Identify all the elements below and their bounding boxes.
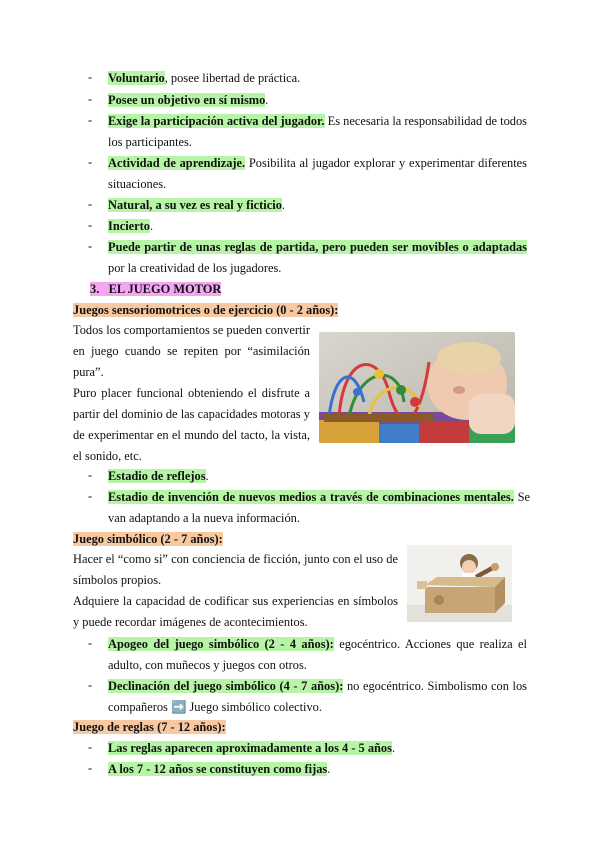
bullet-dash: - xyxy=(88,92,93,106)
list-item xyxy=(108,111,527,153)
list-item xyxy=(108,738,527,759)
list-item-text: por la creatividad de los jugadores. xyxy=(108,261,282,275)
bullet-dash: - xyxy=(88,113,93,127)
list-item-bold: Apogeo del juego simbólico (2 - 4 años): xyxy=(108,637,334,651)
bullet-dash: - xyxy=(88,761,93,775)
bullet-dash: - xyxy=(88,218,93,232)
section-number: 3. xyxy=(90,282,100,296)
paragraph: Puro placer funcional obteniendo el disfrute a partir del dominio de las capacidades motoras y de experimentar en el mundo del tacto, la vista, el sonido, etc. xyxy=(73,386,310,463)
list-item-text: egocéntrico. Acciones que realiza el adulto, con muñecos y juegos con otros. xyxy=(108,637,527,672)
list-item xyxy=(108,90,527,111)
list-item xyxy=(108,466,527,487)
list-item xyxy=(108,68,527,89)
bullet-dash: - xyxy=(88,197,93,211)
bullet-dash: - xyxy=(88,70,93,84)
list-item xyxy=(108,759,527,780)
bullet-dash: - xyxy=(88,468,93,482)
list-item-text: . xyxy=(205,469,209,483)
list-item-text: Posibilita al jugador explorar y experimentar diferentes situaciones. xyxy=(108,156,527,191)
bullet-dash: - xyxy=(88,239,93,253)
list-item-bold: Voluntario xyxy=(108,71,165,85)
list-item-text: no egocéntrico. Simbolismo con los compañeros ➡️ Juego simbólico colectivo. xyxy=(108,679,527,714)
list-item xyxy=(108,634,527,676)
subsection-heading-text: Juegos sensoriomotrices o de ejercicio (0 - 2 años): xyxy=(73,303,339,317)
list-item-bold: A los 7 - 12 años se constituyen como fijas xyxy=(108,762,328,776)
list-item-bold: Natural, a su vez es real y ficticio xyxy=(108,198,282,212)
list-item xyxy=(108,676,527,718)
baby-bead-maze-illustration xyxy=(319,332,515,443)
section-title: EL JUEGO MOTOR xyxy=(108,282,222,296)
child-cardboard-box-photo xyxy=(407,545,512,622)
list-item-bold: Las reglas aparecen aproximadamente a los 4 - 5 años xyxy=(108,741,392,755)
section-heading-text xyxy=(90,282,221,296)
list-item-bold: Posee un objetivo en sí mismo xyxy=(108,93,266,107)
list-item-text: , posee libertad de práctica. xyxy=(164,71,301,85)
paragraph: Todos los comportamientos se pueden convertir en juego cuando se repiten por “asimilación pura”. xyxy=(73,323,310,379)
section-heading xyxy=(90,281,221,297)
list-item-bold: Estadio de reflejos xyxy=(108,469,206,483)
list-item xyxy=(108,195,527,216)
list-item xyxy=(108,237,527,279)
subsection-heading-text: Juego simbólico (2 - 7 años): xyxy=(73,532,223,546)
list-item-text: . xyxy=(281,198,285,212)
list-item-text: Es necesaria la responsabilidad de todos los participantes. xyxy=(108,114,527,149)
subsection-heading-text: Juego de reglas (7 - 12 años): xyxy=(73,720,226,734)
list-item-text: . xyxy=(391,741,396,755)
baby-bead-maze-photo xyxy=(319,332,515,443)
subsection-heading xyxy=(73,719,226,735)
bullet-dash: - xyxy=(88,636,93,650)
list-item-text: . xyxy=(265,93,269,107)
paragraph: Adquiere la capacidad de codificar sus experiencias en símbolos y puede recordar imágenes de acontecimientos. xyxy=(73,594,398,629)
list-item xyxy=(108,216,527,237)
bullet-dash: - xyxy=(88,489,93,503)
subsection-heading xyxy=(73,531,223,547)
list-item xyxy=(108,487,530,529)
list-item-bold: Declinación del juego simbólico (4 - 7 años): xyxy=(108,679,344,693)
list-item-bold: Incierto xyxy=(108,219,150,233)
list-item-bold: Estadio de invención de nuevos medios a través de combinaciones mentales. xyxy=(108,490,514,504)
list-item-text: . xyxy=(327,762,331,776)
list-item-text: . xyxy=(149,219,154,233)
list-item-bold: Puede partir de unas reglas de partida, pero pueden ser movibles o adaptadas xyxy=(108,240,527,254)
bullet-dash: - xyxy=(88,740,93,754)
bullet-dash: - xyxy=(88,155,93,169)
list-item xyxy=(108,153,527,195)
paragraph: Hacer el “como si” con conciencia de ficción, junto con el uso de símbolos propios. xyxy=(73,552,398,587)
list-item-bold: Actividad de aprendizaje. xyxy=(108,156,246,170)
bullet-dash: - xyxy=(88,678,93,692)
subsection-heading xyxy=(73,302,338,318)
child-cardboard-box-illustration xyxy=(407,545,512,622)
list-item-text: Se van adaptando a la nueva información. xyxy=(108,490,530,525)
list-item-bold: Exige la participación activa del jugador. xyxy=(108,114,325,128)
